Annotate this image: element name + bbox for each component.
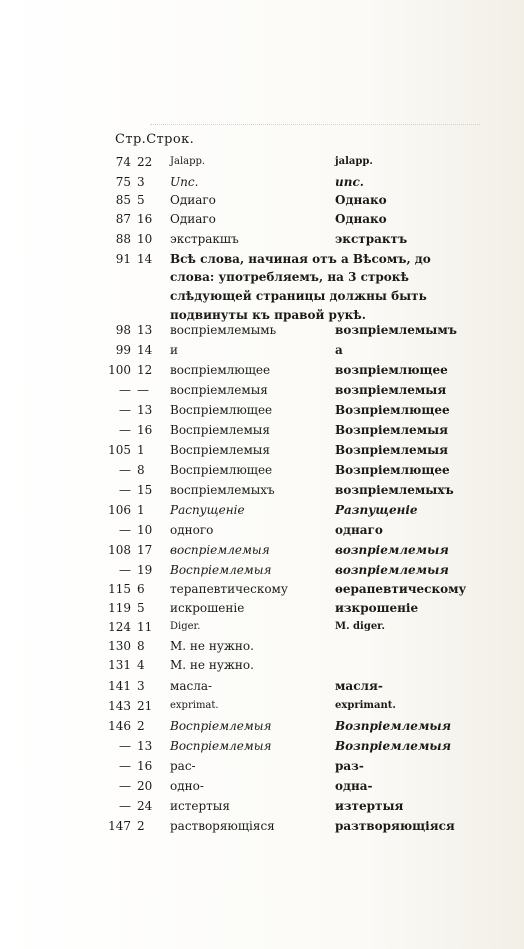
misprint-text: Одиаго xyxy=(170,212,216,226)
line-number: 12 xyxy=(137,363,153,377)
column-header: Стр.Строк. xyxy=(115,132,195,147)
correction-text: изтертыя xyxy=(335,799,404,813)
errata-row xyxy=(0,441,524,459)
misprint-text: воспріемлемыхъ xyxy=(170,483,275,497)
errata-row xyxy=(0,401,524,419)
page-number: — xyxy=(119,483,131,497)
errata-row xyxy=(0,250,524,268)
correction-text: M. diger. xyxy=(335,621,386,632)
line-number: 10 xyxy=(137,232,153,246)
page-number: — xyxy=(119,423,131,437)
correction-text: Однако xyxy=(335,193,387,207)
misprint-text: Unc. xyxy=(170,175,199,189)
correction-text: возпріемлемымъ xyxy=(335,323,457,337)
misprint-text: Воспріемлемыя xyxy=(170,423,270,437)
page-number: 105 xyxy=(108,443,131,457)
page-number: 99 xyxy=(115,343,131,357)
page-number: 85 xyxy=(115,193,131,207)
misprint-text: exprimat. xyxy=(170,700,219,711)
line-number: 19 xyxy=(137,563,153,577)
page-number: 108 xyxy=(108,543,131,557)
misprint-text: M. не нужно. xyxy=(170,658,254,672)
page-number: 91 xyxy=(115,252,131,266)
line-number: 3 xyxy=(137,679,145,693)
page-number: — xyxy=(119,383,131,397)
errata-row xyxy=(0,697,524,715)
misprint-text: Воспріемлемыя xyxy=(170,443,270,457)
misprint-text: и xyxy=(170,343,178,357)
page-number: 106 xyxy=(108,503,131,517)
correction-text: возпріемлемыя xyxy=(335,383,447,397)
correction-text: Возпріемлемыя xyxy=(335,443,449,457)
misprint-text: масла- xyxy=(170,679,213,693)
misprint-text: одного xyxy=(170,523,214,537)
line-number: 22 xyxy=(137,155,153,169)
page-number: 87 xyxy=(115,212,131,226)
errata-row xyxy=(0,618,524,636)
line-number: 14 xyxy=(137,252,153,266)
errata-row xyxy=(0,817,524,835)
errata-row xyxy=(0,173,524,191)
page-number: 147 xyxy=(108,819,131,833)
correction-text: одна- xyxy=(335,779,373,793)
line-number: 10 xyxy=(137,523,153,537)
correction-text: Возпріемлемыя xyxy=(335,423,449,437)
page-number: 75 xyxy=(115,175,131,189)
page-number: — xyxy=(119,799,131,813)
line-number: 16 xyxy=(137,759,153,773)
errata-row xyxy=(0,210,524,228)
page-number: — xyxy=(119,523,131,537)
page-number: 146 xyxy=(108,719,131,733)
errata-row xyxy=(0,461,524,479)
errata-row xyxy=(0,580,524,598)
line-number: 21 xyxy=(137,699,153,713)
errata-row xyxy=(0,521,524,539)
misprint-text: терапевтическому xyxy=(170,582,288,596)
correction-text: ѳерапевтическому xyxy=(335,582,467,596)
correction-text: возпріемлющее xyxy=(335,363,448,377)
line-number: 15 xyxy=(137,483,153,497)
correction-text: изкрошеніе xyxy=(335,601,419,615)
correction-text: Однако xyxy=(335,212,387,226)
misprint-text: растворяющіяся xyxy=(170,819,275,833)
line-number: 2 xyxy=(137,819,145,833)
correction-text: Разпущеніе xyxy=(335,503,418,517)
misprint-text: экстракшъ xyxy=(170,232,239,246)
page-number: — xyxy=(119,739,131,753)
page-number: — xyxy=(119,779,131,793)
line-number: 8 xyxy=(137,639,145,653)
page-number: 130 xyxy=(108,639,131,653)
page-number: — xyxy=(119,463,131,477)
line-number: 11 xyxy=(137,620,153,634)
misprint-text: воспріемлющее xyxy=(170,363,271,377)
correction-text: Возпріемлющее xyxy=(335,403,450,417)
correction-text: возпріемлемыя xyxy=(335,543,449,557)
line-number: 20 xyxy=(137,779,153,793)
correction-text: Возпріемлющее xyxy=(335,463,450,477)
correction-text: разтворяющіяся xyxy=(335,819,455,833)
misprint-text: одно- xyxy=(170,779,204,793)
page-number: 143 xyxy=(108,699,131,713)
errata-row xyxy=(0,737,524,755)
page-number: 124 xyxy=(108,620,131,634)
misprint-text: M. не нужно. xyxy=(170,639,254,653)
page-number: 100 xyxy=(108,363,131,377)
misprint-text: Diger. xyxy=(170,621,201,632)
errata-row xyxy=(0,191,524,209)
line-number: 1 xyxy=(137,443,145,457)
misprint-text: истертыя xyxy=(170,799,230,813)
line-number: 16 xyxy=(137,212,153,226)
page-number: 131 xyxy=(108,658,131,672)
page-number: — xyxy=(119,403,131,417)
note-line: подвинуты къ правой рукѣ. xyxy=(170,308,366,322)
correction-text: возпріемлемыя xyxy=(335,563,449,577)
errata-row xyxy=(0,230,524,248)
line-number: 13 xyxy=(137,323,153,337)
errata-row xyxy=(0,501,524,519)
misprint-text: рас- xyxy=(170,759,196,773)
errata-row xyxy=(0,341,524,359)
misprint-text: воспріемлемымь xyxy=(170,323,277,337)
errata-note xyxy=(170,268,490,325)
errata-row xyxy=(0,717,524,735)
misprint-text: Воспріемлемыя xyxy=(170,563,272,577)
note-line: слѣдующей страницы должны быть xyxy=(170,289,427,303)
line-number: 24 xyxy=(137,799,153,813)
misprint-text: Воспріемлющее xyxy=(170,463,273,477)
errata-row xyxy=(0,656,524,674)
line-number: 4 xyxy=(137,658,145,672)
errata-row xyxy=(0,677,524,695)
page-number: — xyxy=(119,759,131,773)
line-number: 3 xyxy=(137,175,145,189)
correction-text: возпріемлемыхъ xyxy=(335,483,454,497)
page-number: 98 xyxy=(115,323,131,337)
correction-text: Возпріемлемыя xyxy=(335,719,452,733)
errata-row xyxy=(0,361,524,379)
correction-text: Возпріемлемыя xyxy=(335,739,452,753)
correction-text: экстрактъ xyxy=(335,232,408,246)
line-number: 16 xyxy=(137,423,153,437)
page-number: 88 xyxy=(115,232,131,246)
errata-row xyxy=(0,777,524,795)
page-number: 115 xyxy=(108,582,131,596)
errata-row xyxy=(0,797,524,815)
page-number: 119 xyxy=(108,601,131,615)
correction-text: масля- xyxy=(335,679,383,693)
errata-row xyxy=(0,421,524,439)
misprint-text: Jalapp. xyxy=(170,156,206,167)
header-ornament xyxy=(150,124,480,133)
misprint-text: Воспріемлемыя xyxy=(170,739,272,753)
errata-row xyxy=(0,541,524,559)
line-number: 13 xyxy=(137,403,153,417)
misprint-text: Всѣ слова, начиная отъ а Вѣсомъ, до xyxy=(170,252,431,266)
misprint-text: Одиаго xyxy=(170,193,216,207)
line-number: 14 xyxy=(137,343,153,357)
line-number: 8 xyxy=(137,463,145,477)
misprint-text: воспріемлемыя xyxy=(170,543,270,557)
line-number: — xyxy=(137,383,149,397)
page-number: 74 xyxy=(115,155,131,169)
misprint-text: искрошеніе xyxy=(170,601,245,615)
correction-text: однаго xyxy=(335,523,383,537)
line-number: 5 xyxy=(137,601,145,615)
note-line: слова: употребляемъ, на 3 строкѣ xyxy=(170,270,409,284)
line-number: 2 xyxy=(137,719,145,733)
misprint-text: Воспріемлемыя xyxy=(170,719,272,733)
errata-row xyxy=(0,757,524,775)
line-number: 13 xyxy=(137,739,153,753)
errata-row xyxy=(0,561,524,579)
misprint-text: Воспріемлющее xyxy=(170,403,273,417)
errata-row xyxy=(0,599,524,617)
line-number: 6 xyxy=(137,582,145,596)
errata-row xyxy=(0,153,524,171)
correction-text: jalapp. xyxy=(335,156,373,167)
errata-row xyxy=(0,481,524,499)
correction-text: раз- xyxy=(335,759,364,773)
page-number: — xyxy=(119,563,131,577)
correction-text: exprimant. xyxy=(335,700,396,711)
correction-text: а xyxy=(335,343,343,357)
line-number: 5 xyxy=(137,193,145,207)
misprint-text: воспріемлемыя xyxy=(170,383,268,397)
page-number: 141 xyxy=(108,679,131,693)
errata-row xyxy=(0,381,524,399)
misprint-text: Распущеніе xyxy=(170,503,245,517)
errata-row xyxy=(0,637,524,655)
line-number: 17 xyxy=(137,543,153,557)
line-number: 1 xyxy=(137,503,145,517)
correction-text: unc. xyxy=(335,175,364,189)
